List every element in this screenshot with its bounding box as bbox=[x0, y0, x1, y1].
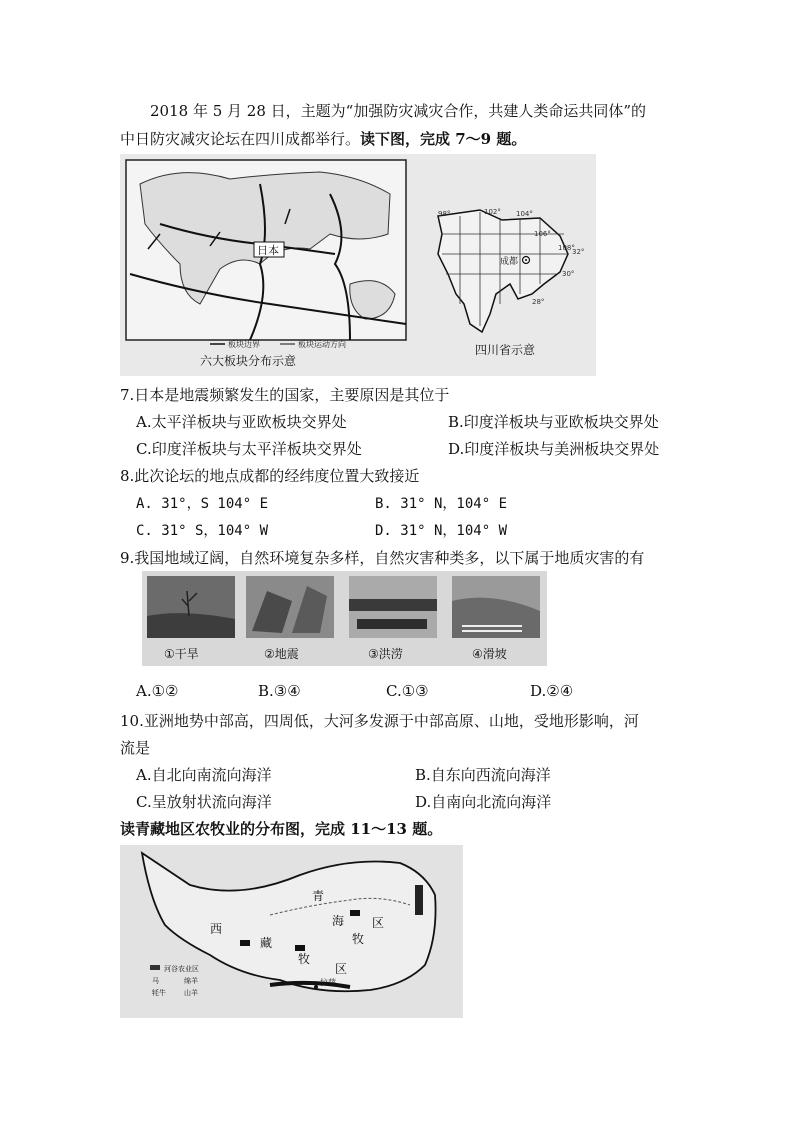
q8-option-d[interactable]: D. 31° N，104° W bbox=[375, 523, 508, 539]
char-hai: 海 bbox=[332, 914, 345, 928]
legend-yak: 牦牛 bbox=[152, 989, 166, 997]
lon-108: 108° bbox=[558, 244, 575, 252]
yak-marker bbox=[350, 910, 360, 916]
lon-102: 102° bbox=[484, 208, 501, 216]
section-heading: 读青藏地区农牧业的分布图，完成 11～13 题。 bbox=[120, 820, 443, 838]
disaster-photos bbox=[142, 571, 547, 666]
figure-plates-sichuan-svg bbox=[120, 154, 596, 376]
intro-line-2 bbox=[120, 128, 526, 149]
valley-farming-area bbox=[415, 885, 423, 915]
q7-stem: 7.日本是地震频繁发生的国家，主要原因是其位于 bbox=[120, 386, 450, 404]
q10-stem-line-1: 10.亚洲地势中部高，四周低，大河多发源于中部高原、山地，受地形影响，河 bbox=[120, 712, 639, 730]
q10-option-d[interactable]: D.自南向北流向海洋 bbox=[415, 793, 552, 811]
lat-32: 32° bbox=[572, 248, 585, 256]
q9-option-b[interactable]: B.③④ bbox=[258, 682, 301, 700]
q9-option-d[interactable]: D.②④ bbox=[530, 682, 574, 700]
char-qu-2: 区 bbox=[335, 962, 348, 976]
q7-option-d[interactable]: D.印度洋板块与美洲板块交界处 bbox=[448, 440, 660, 458]
q8-option-c[interactable]: C. 31° S，104° W bbox=[136, 523, 269, 539]
q7-option-b[interactable]: B.印度洋板块与亚欧板块交界处 bbox=[448, 413, 659, 431]
map-legend bbox=[150, 964, 199, 997]
char-xi: 西 bbox=[210, 922, 223, 936]
photo-label-2: ②地震 bbox=[264, 647, 299, 661]
q9-option-a[interactable]: A.①② bbox=[136, 682, 179, 700]
japan-label: 日本 bbox=[257, 244, 279, 257]
legend-sheep: 绵羊 bbox=[184, 977, 198, 985]
lhasa-label: 拉萨 bbox=[320, 978, 336, 987]
map2-caption: 四川省示意 bbox=[475, 343, 536, 357]
qinghai-tibet-map-svg bbox=[120, 845, 463, 1018]
figure-plates-sichuan bbox=[120, 154, 596, 376]
yak-marker bbox=[240, 940, 250, 946]
char-mu-2: 牧 bbox=[298, 952, 311, 966]
intro-line-2-text: 中日防灾减灾论坛在四川成都举行。 bbox=[120, 130, 361, 148]
q7-option-c[interactable]: C.印度洋板块与太平洋板块交界处 bbox=[136, 440, 362, 458]
photo-label-1: ①干旱 bbox=[164, 647, 199, 661]
lon-104: 104° bbox=[516, 210, 533, 218]
legend-motion: 板块运动方向 bbox=[298, 340, 346, 349]
q7-option-a[interactable]: A.太平洋板块与亚欧板块交界处 bbox=[136, 413, 347, 431]
lon-106: 106° bbox=[534, 230, 551, 238]
q10-option-a[interactable]: A.自北向南流向海洋 bbox=[136, 766, 272, 784]
lon-98: 98° bbox=[438, 210, 451, 218]
qinghai-tibet-map bbox=[120, 845, 463, 1018]
intro-instruction: 读下图，完成 7～9 题。 bbox=[360, 130, 527, 148]
q8-option-a[interactable]: A. 31°，S 104° E bbox=[136, 496, 269, 512]
photo-label-4: ④滑坡 bbox=[472, 647, 507, 661]
legend-horse: 马 bbox=[152, 977, 159, 985]
photo-label-3: ③洪涝 bbox=[368, 647, 403, 661]
lat-30: 30° bbox=[562, 270, 575, 278]
map1-caption: 六大板块分布示意 bbox=[200, 354, 297, 368]
legend-boundary: 板块边界 bbox=[228, 340, 260, 349]
chengdu-label: 成都 bbox=[500, 257, 519, 267]
legend-valley: 河谷农业区 bbox=[164, 965, 199, 973]
q9-stem: 9.我国地域辽阔，自然环境复杂多样，自然灾害种类多，以下属于地质灾害的有 bbox=[120, 549, 645, 567]
q8-option-b[interactable]: B. 31° N，104° E bbox=[375, 496, 508, 512]
lat-28: 28° bbox=[532, 298, 545, 306]
yak-marker bbox=[295, 945, 305, 951]
q10-option-c[interactable]: C.呈放射状流向海洋 bbox=[136, 793, 272, 811]
disaster-photos-svg bbox=[142, 571, 547, 666]
char-zang: 藏 bbox=[260, 936, 273, 950]
q9-option-c[interactable]: C.①③ bbox=[386, 682, 429, 700]
sichuan-outline bbox=[438, 210, 568, 332]
q8-stem: 8.此次论坛的地点成都的经纬度位置大致接近 bbox=[120, 467, 420, 485]
lhasa-marker bbox=[314, 985, 318, 989]
q10-option-b[interactable]: B.自东向西流向海洋 bbox=[415, 766, 551, 784]
legend-goat: 山羊 bbox=[184, 989, 198, 997]
char-mu-1: 牧 bbox=[352, 932, 365, 946]
intro-line-1: 2018 年 5 月 28 日，主题为“加强防灾减灾合作，共建人类命运共同体”的 bbox=[150, 102, 646, 120]
char-qing: 青 bbox=[312, 889, 325, 903]
q10-stem-line-2: 流是 bbox=[120, 739, 151, 757]
char-qu-1: 区 bbox=[372, 916, 385, 930]
